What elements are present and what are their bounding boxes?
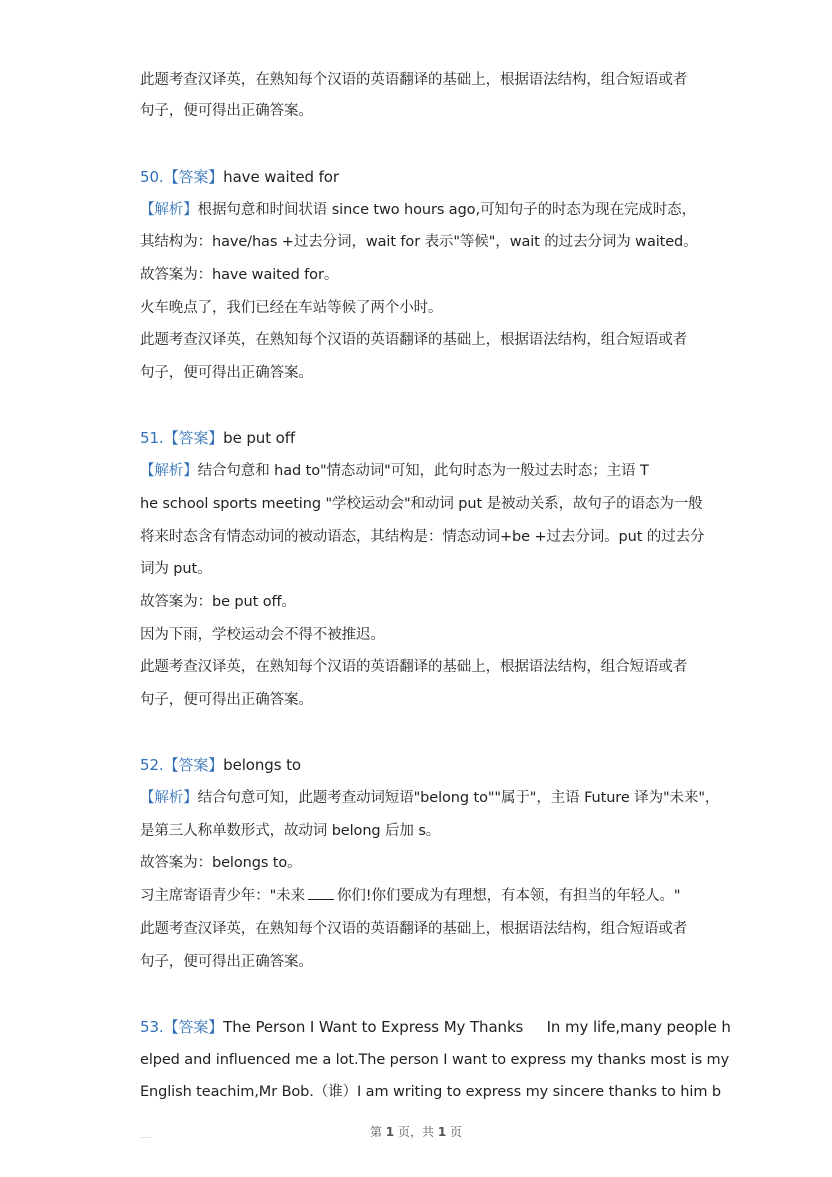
corner-mark: —— [140,1134,152,1141]
question-53-answer [140,1017,731,1037]
footer-suffix: 页 [450,1125,463,1139]
question-52-analysis-3: 故答案为：belongs to。 [140,855,302,871]
answer-text: have waited for [223,168,339,186]
question-52-analysis-1 [140,788,719,808]
question-52-analysis-4 [140,886,680,906]
quote-start: 习主席寄语青少年："未来 [140,888,305,904]
question-51-analysis-7: 此题考查汉译英，在熟知每个汉语的英语翻译的基础上，根据语法结构，组合短语或者 [140,659,688,675]
fill-blank [308,887,334,900]
question-51-analysis-1 [140,461,649,481]
analysis-tag: 【解析】 [140,790,198,806]
quote-end: 你们!你们要成为有理想，有本领，有担当的年轻人。" [336,888,681,904]
intro-line-1: 此题考查汉译英，在熟知每个汉语的英语翻译的基础上，根据语法结构，组合短语或者 [140,72,688,88]
question-number: 52. [140,756,164,774]
footer-middle: 页，共 [397,1125,434,1139]
analysis-tag: 【解析】 [140,463,198,479]
question-50-analysis-4: 火车晚点了，我们已经在车站等候了两个小时。 [140,300,443,316]
answer-tag: 【答案】 [163,429,224,447]
question-number: 51. [140,429,164,447]
question-51-analysis-6: 因为下雨，学校运动会不得不被推迟。 [140,627,385,643]
analysis-tag: 【解析】 [140,202,198,218]
question-50-answer [140,167,339,187]
question-number: 53. [140,1018,164,1036]
question-52-analysis-2: 是第三人称单数形式，故动词 belong 后加 s。 [140,823,441,839]
question-50-analysis-3: 故答案为：have waited for。 [140,267,339,283]
analysis-text: 根据句意和时间状语 since two hours ago,可知句子的时态为现在完成时态， [197,202,696,218]
footer-prefix: 第 [369,1125,382,1139]
analysis-text: 结合句意可知，此题考查动词短语"belong to""属于"，主语 Future 译为"未来"， [197,790,720,806]
question-51-analysis-3: 将来时态含有情态动词的被动语态，其结构是：情态动词+be +过去分词。put 的过去分 [140,529,705,545]
question-number: 50. [140,168,164,186]
question-51-analysis-5: 故答案为：be put off。 [140,594,296,610]
question-50-analysis-6: 句子，便可得出正确答案。 [140,365,313,381]
question-52-analysis-6: 句子，便可得出正确答案。 [140,954,313,970]
question-52-answer [140,755,301,775]
intro-line-2: 句子，便可得出正确答案。 [140,103,313,119]
answer-tag: 【答案】 [163,1018,224,1036]
question-51-analysis-8: 句子，便可得出正确答案。 [140,692,313,708]
answer-tag: 【答案】 [163,756,224,774]
question-50-analysis-5: 此题考查汉译英，在熟知每个汉语的英语翻译的基础上，根据语法结构，组合短语或者 [140,332,688,348]
answer-text: The Person I Want to Express My Thanks In my life,many people h [223,1018,731,1036]
question-53-text-3: English teachim,Mr Bob.（谁）I am writing to express my sincere thanks to him b [140,1084,721,1100]
current-page-number: 1 [385,1125,395,1139]
total-page-number: 1 [437,1125,447,1139]
page-footer [0,1123,832,1140]
question-50-analysis-2: 其结构为：have/has +过去分词，wait for 表示"等候"，wait 的过去分词为 waited。 [140,234,698,250]
question-51-analysis-4: 词为 put。 [140,561,212,577]
answer-text: be put off [223,429,296,447]
question-51-answer [140,428,295,448]
answer-tag: 【答案】 [163,168,224,186]
question-52-analysis-5: 此题考查汉译英，在熟知每个汉语的英语翻译的基础上，根据语法结构，组合短语或者 [140,921,688,937]
answer-text: belongs to [223,756,301,774]
analysis-text: 结合句意和 had to"情态动词"可知，此句时态为一般过去时态；主语 T [197,463,649,479]
question-50-analysis-1 [140,200,696,220]
question-51-analysis-2: he school sports meeting "学校运动会"和动词 put 是被动关系，故句子的语态为一般 [140,496,703,512]
question-53-text-2: elped and influenced me a lot.The person I want to express my thanks most is my [140,1052,730,1068]
